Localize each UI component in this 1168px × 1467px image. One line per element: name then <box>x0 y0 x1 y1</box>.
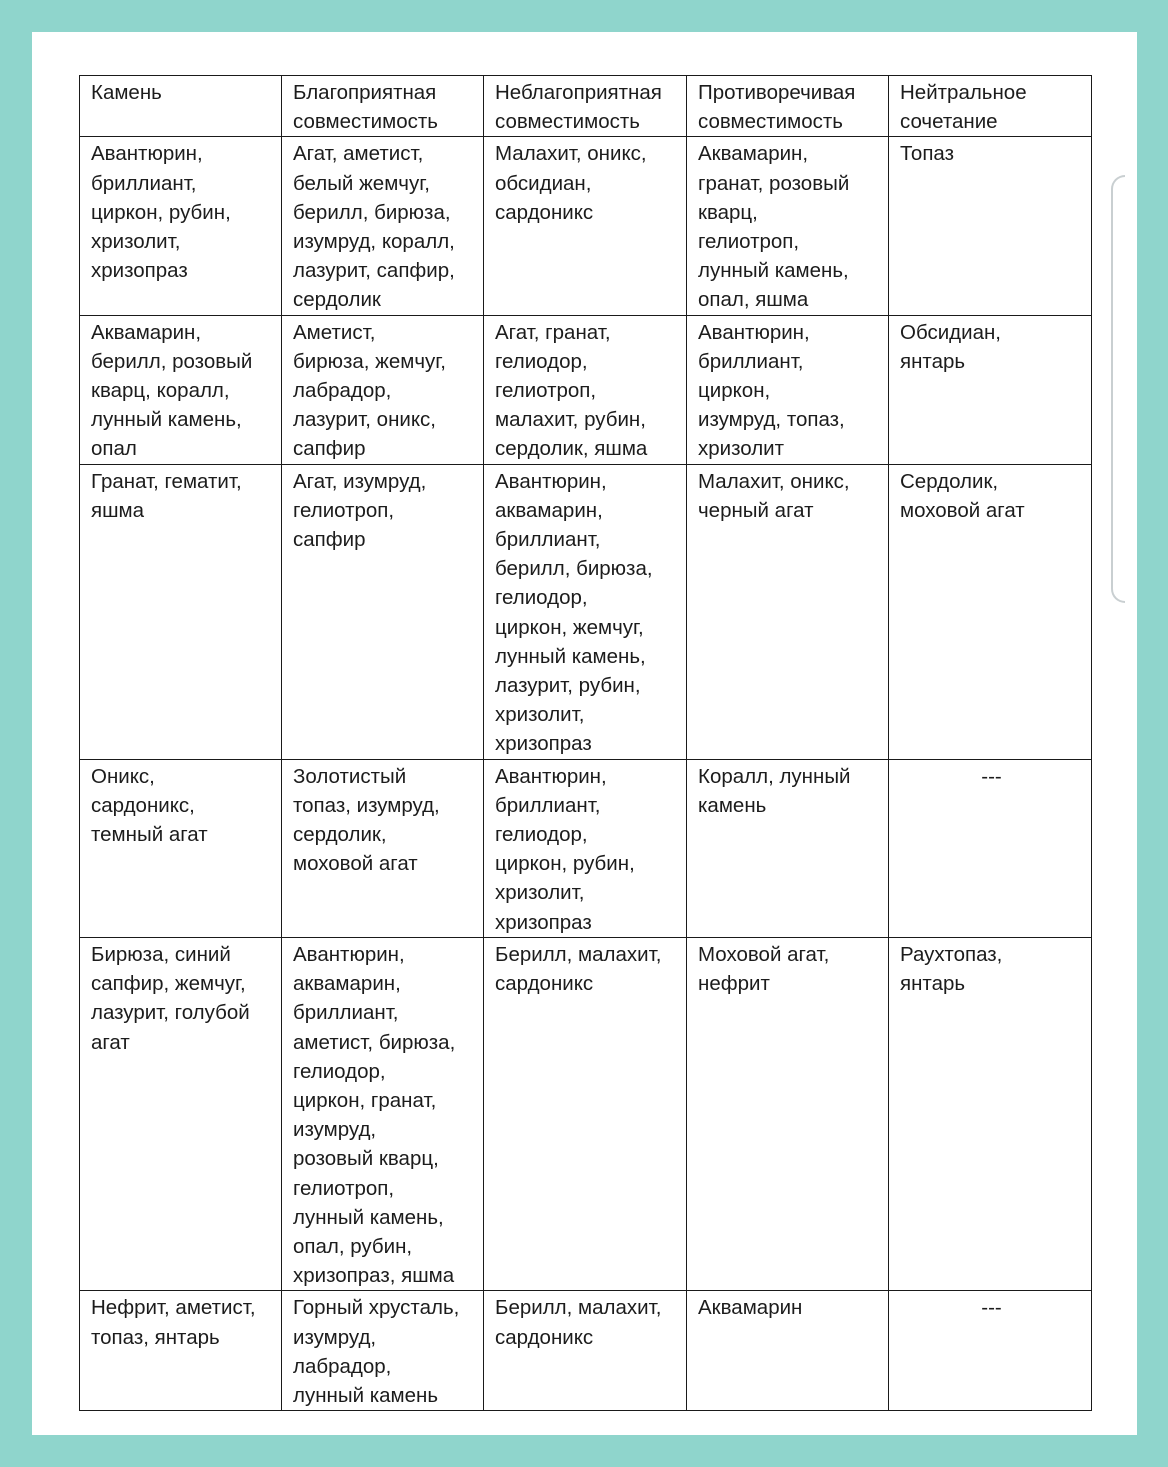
cell-favorable: Агат, аметист, белый жемчуг, берилл, бирюза, изумруд, коралл, лазурит, сапфир, сердолик <box>282 137 484 315</box>
cell-contradictory: Малахит, оникс, черный агат <box>687 464 889 759</box>
cell-neutral: Раухтопаз, янтарь <box>889 937 1092 1290</box>
cell-stone: Нефрит, аметист, топаз, янтарь <box>80 1291 282 1411</box>
table-row <box>80 937 1092 1290</box>
header-unfavorable: Неблагоприятная совместимость <box>484 76 687 137</box>
cell-contradictory: Аквамарин <box>687 1291 889 1411</box>
cell-unfavorable: Авантюрин, аквамарин, бриллиант, берилл, бирюза, гелиодор, циркон, жемчуг, лунный камень, лазурит, рубин, хризолит, хризопраз <box>484 464 687 759</box>
document-page <box>32 32 1137 1435</box>
cell-favorable: Агат, изумруд, гелиотроп, сапфир <box>282 464 484 759</box>
cell-unfavorable: Авантюрин, бриллиант, гелиодор, циркон, рубин, хризолит, хризопраз <box>484 759 687 937</box>
cell-stone: Оникс, сардоникс, темный агат <box>80 759 282 937</box>
cell-contradictory: Аквамарин, гранат, розовый кварц, гелиотроп, лунный камень, опал, яшма <box>687 137 889 315</box>
table-row <box>80 1291 1092 1411</box>
cell-favorable: Аметист, бирюза, жемчуг, лабрадор, лазурит, оникс, сапфир <box>282 315 484 464</box>
cell-stone: Авантюрин, бриллиант, циркон, рубин, хризолит, хризопраз <box>80 137 282 315</box>
table-row <box>80 315 1092 464</box>
header-neutral: Нейтральное сочетание <box>889 76 1092 137</box>
cell-contradictory: Моховой агат, нефрит <box>687 937 889 1290</box>
cell-neutral: Обсидиан, янтарь <box>889 315 1092 464</box>
cell-unfavorable: Берилл, малахит, сардоникс <box>484 1291 687 1411</box>
cell-contradictory: Коралл, лунный камень <box>687 759 889 937</box>
cell-neutral: --- <box>889 1291 1092 1411</box>
cell-neutral: Сердолик, моховой агат <box>889 464 1092 759</box>
cell-stone: Гранат, гематит, яшма <box>80 464 282 759</box>
stone-compatibility-table <box>79 75 1092 1411</box>
cell-stone: Бирюза, синий сапфир, жемчуг, лазурит, голубой агат <box>80 937 282 1290</box>
cell-unfavorable: Агат, гранат, гелиодор, гелиотроп, малахит, рубин, сердолик, яшма <box>484 315 687 464</box>
cell-favorable: Авантюрин, аквамарин, бриллиант, аметист, бирюза, гелиодор, циркон, гранат, изумруд, розовый кварц, гелиотроп, лунный камень, опал, рубин, хризопраз, яшма <box>282 937 484 1290</box>
table-row <box>80 759 1092 937</box>
table-row <box>80 464 1092 759</box>
cell-favorable: Золотистый топаз, изумруд, сердолик, моховой агат <box>282 759 484 937</box>
cell-neutral: --- <box>889 759 1092 937</box>
cell-unfavorable: Малахит, оникс, обсидиан, сардоникс <box>484 137 687 315</box>
header-contradictory: Противоречивая совместимость <box>687 76 889 137</box>
cell-neutral: Топаз <box>889 137 1092 315</box>
header-stone: Камень <box>80 76 282 137</box>
cell-stone: Аквамарин, берилл, розовый кварц, коралл, лунный камень, опал <box>80 315 282 464</box>
header-favorable: Благоприятная совместимость <box>282 76 484 137</box>
cell-favorable: Горный хрусталь, изумруд, лабрадор, лунный камень <box>282 1291 484 1411</box>
scroll-indicator[interactable] <box>1111 175 1125 603</box>
table-header-row <box>80 76 1092 137</box>
cell-contradictory: Авантюрин, бриллиант, циркон, изумруд, топаз, хризолит <box>687 315 889 464</box>
table-row <box>80 137 1092 315</box>
cell-unfavorable: Берилл, малахит, сардоникс <box>484 937 687 1290</box>
